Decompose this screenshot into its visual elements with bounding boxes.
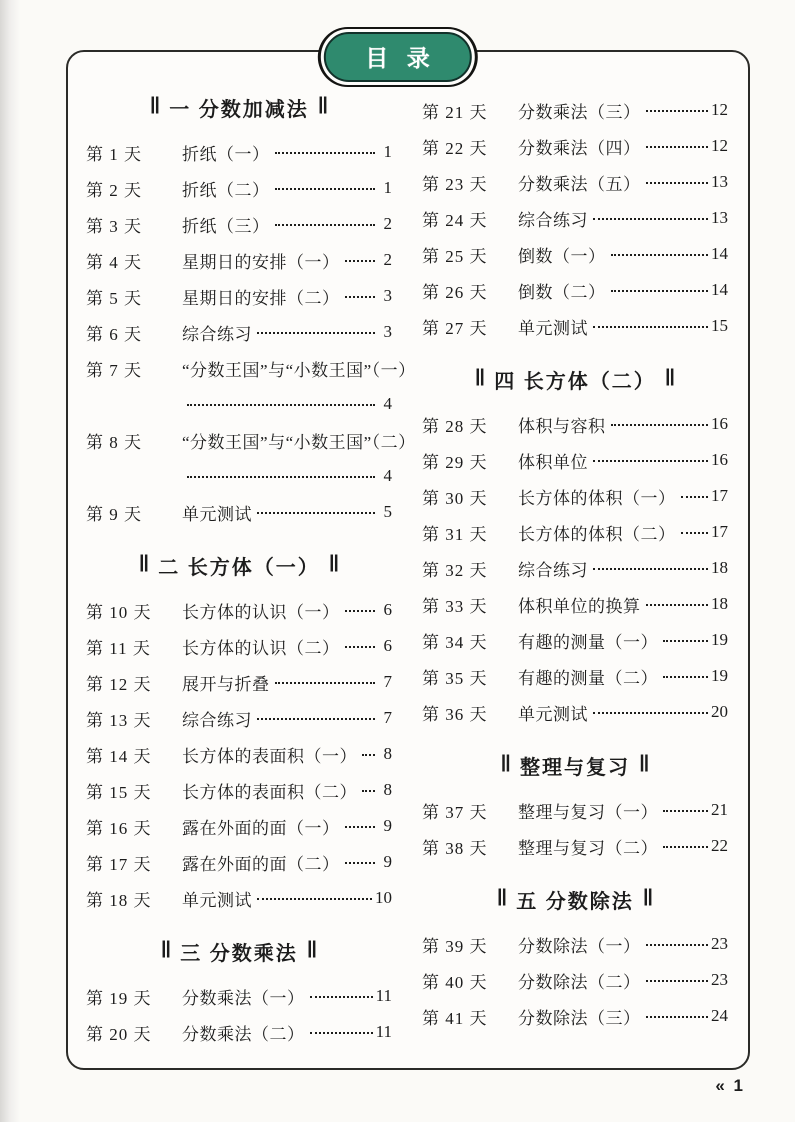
entry-title: 分数乘法（一）: [182, 988, 305, 1008]
toc-column: [86, 92, 416, 1054]
dotted-leader: [275, 188, 376, 190]
entry-day: 第 38 天: [422, 838, 488, 858]
entry-line: [86, 700, 392, 736]
section-marker-right-icon: ‖: [639, 751, 650, 778]
entry-title: 单元测试: [182, 504, 252, 524]
dotted-leader: [681, 532, 709, 534]
entry-title: 体积单位: [518, 452, 588, 472]
entry-title: 折纸（一）: [182, 144, 270, 164]
toc-entry: [86, 242, 392, 278]
entry-page-number: 11: [375, 1022, 392, 1041]
toc-entry: [422, 478, 728, 514]
section-title: 一 分数加减法: [169, 98, 309, 121]
entry-title: 单元测试: [518, 704, 588, 724]
dotted-leader: [345, 260, 376, 262]
section-heading: [86, 936, 392, 966]
entry-day: 第 27 天: [422, 318, 488, 338]
entry-line: [422, 92, 728, 128]
toc-entry: [86, 314, 392, 350]
entry-title: “分数王国”与“小数王国”（一）: [182, 360, 416, 380]
entry-day: 第 33 天: [422, 596, 488, 616]
entry-title: “分数王国”与“小数王国”（二）: [182, 432, 416, 452]
entry-line: [86, 1014, 392, 1050]
entry-day: 第 24 天: [422, 210, 488, 230]
entry-day: 第 3 天: [86, 216, 142, 236]
entry-title: 有趣的测量（一）: [518, 632, 658, 652]
entry-title: 单元测试: [518, 318, 588, 338]
section-marker-right-icon: ‖: [642, 885, 654, 912]
entry-page-number: 23: [711, 970, 728, 989]
entry-page-number: 12: [711, 100, 728, 119]
entry-line: [86, 170, 392, 206]
entry-title: 折纸（二）: [182, 180, 270, 200]
dotted-leader: [257, 332, 375, 334]
section-marker-left-icon: ‖: [500, 751, 511, 778]
entry-page-number: 19: [711, 630, 728, 649]
dotted-leader: [646, 944, 709, 946]
entry-line: [422, 998, 728, 1034]
entry-line: [422, 792, 728, 828]
section-marker-right-icon: ‖: [328, 551, 340, 578]
entry-day: 第 23 天: [422, 174, 488, 194]
entry-day: 第 26 天: [422, 282, 488, 302]
toc-entry: [422, 442, 728, 478]
toc-entry: [86, 422, 416, 494]
section-heading: [86, 550, 392, 580]
entry-line: [422, 478, 728, 514]
entry-page-number: 23: [711, 934, 728, 953]
toc-entry: [422, 998, 728, 1034]
entry-page-number: 1: [383, 178, 392, 197]
dotted-leader: [275, 224, 376, 226]
section-marker-right-icon: ‖: [664, 365, 676, 392]
entry-page-number: 6: [383, 636, 392, 655]
dotted-leader: [362, 754, 375, 756]
section-marker-right-icon: ‖: [306, 937, 318, 964]
entry-page-number: 14: [711, 280, 728, 299]
entry-page-number: 22: [711, 836, 728, 855]
entry-line: [422, 622, 728, 658]
entry-line-continued: [86, 386, 392, 422]
entry-title: 综合练习: [182, 710, 252, 730]
toc-entry: [86, 494, 392, 530]
entry-page-number: 17: [711, 522, 728, 541]
entry-line: [422, 550, 728, 586]
section-title: 二 长方体（一）: [158, 556, 320, 579]
entry-line: [86, 314, 392, 350]
entry-day: 第 21 天: [422, 102, 488, 122]
entry-day: 第 8 天: [86, 432, 142, 452]
toc-entry: [422, 694, 728, 730]
section-marker-left-icon: ‖: [160, 937, 172, 964]
entry-page-number: 13: [711, 172, 728, 191]
dotted-leader: [345, 862, 376, 864]
dotted-leader: [257, 512, 375, 514]
entry-line: [422, 828, 728, 864]
toc-entry: [86, 350, 416, 422]
page-frame: [66, 50, 750, 1070]
entry-page-number: 7: [383, 708, 392, 727]
entry-day: 第 22 天: [422, 138, 488, 158]
page-number: « 1: [715, 1076, 745, 1095]
entry-title: 综合练习: [518, 210, 588, 230]
toc-entry: [422, 586, 728, 622]
section-marker-left-icon: ‖: [138, 551, 150, 578]
section-heading: [86, 92, 392, 122]
section-title: 整理与复习: [520, 756, 630, 779]
toc-entry: [86, 772, 392, 808]
toc-entry: [86, 134, 392, 170]
entry-page-number: 16: [711, 450, 728, 469]
entry-day: 第 30 天: [422, 488, 488, 508]
dotted-leader: [257, 718, 375, 720]
section-marker-left-icon: ‖: [474, 365, 486, 392]
toc-entry: [86, 278, 392, 314]
entry-day: 第 4 天: [86, 252, 142, 272]
entry-title: 长方体的体积（二）: [518, 524, 676, 544]
entry-line: [86, 628, 392, 664]
entry-title: 体积与容积: [518, 416, 606, 436]
entry-day: 第 5 天: [86, 288, 142, 308]
entry-title: 星期日的安排（一）: [182, 252, 340, 272]
entry-line: [86, 422, 416, 458]
dotted-leader: [663, 676, 708, 678]
entry-line: [86, 772, 392, 808]
entry-day: 第 15 天: [86, 782, 152, 802]
dotted-leader: [275, 682, 376, 684]
entry-title: 整理与复习（二）: [518, 838, 658, 858]
dotted-leader: [663, 846, 708, 848]
entry-title: 长方体的认识（一）: [182, 602, 340, 622]
entry-day: 第 1 天: [86, 144, 142, 164]
entry-day: 第 12 天: [86, 674, 152, 694]
entry-page-number: 19: [711, 666, 728, 685]
entry-line: [86, 592, 392, 628]
entry-line: [422, 658, 728, 694]
entry-page-number: 18: [711, 594, 728, 613]
entry-title: 分数除法（二）: [518, 972, 641, 992]
entry-title: 倒数（二）: [518, 282, 606, 302]
entry-page-number: 8: [383, 780, 392, 799]
dotted-leader: [611, 290, 709, 292]
entry-title: 倒数（一）: [518, 246, 606, 266]
entry-title: 长方体的表面积（一）: [182, 746, 357, 766]
section-marker-left-icon: ‖: [496, 885, 508, 912]
entry-day: 第 10 天: [86, 602, 152, 622]
entry-page-number: 2: [383, 214, 392, 233]
toc-entry: [86, 1014, 392, 1050]
entry-page-number: 4: [383, 466, 392, 485]
dotted-leader: [646, 182, 709, 184]
dotted-leader: [310, 996, 373, 998]
entry-title: 分数除法（一）: [518, 936, 641, 956]
dotted-leader: [362, 790, 375, 792]
entry-day: 第 37 天: [422, 802, 488, 822]
toc-entry: [86, 664, 392, 700]
dotted-leader: [593, 460, 708, 462]
entry-line: [422, 406, 728, 442]
entry-title: 长方体的认识（二）: [182, 638, 340, 658]
dotted-leader: [345, 826, 376, 828]
entry-day: 第 36 天: [422, 704, 488, 724]
entry-page-number: 16: [711, 414, 728, 433]
section-marker-left-icon: ‖: [149, 93, 161, 120]
entry-day: 第 6 天: [86, 324, 142, 344]
entry-title: 折纸（三）: [182, 216, 270, 236]
entry-line: [422, 926, 728, 962]
dotted-leader: [681, 496, 709, 498]
entry-page-number: 5: [383, 502, 392, 521]
dotted-leader: [646, 146, 709, 148]
entry-title: 单元测试: [182, 890, 252, 910]
dotted-leader: [187, 476, 375, 478]
entry-line: [86, 278, 392, 314]
entry-page-number: 3: [383, 322, 392, 341]
toc-entry: [422, 926, 728, 962]
entry-line: [422, 236, 728, 272]
toc-entry: [86, 844, 392, 880]
section-title: 五 分数除法: [516, 890, 634, 913]
toc-entry: [422, 92, 728, 128]
entry-page-number: 17: [711, 486, 728, 505]
section-heading: [422, 884, 728, 914]
entry-line: [422, 586, 728, 622]
entry-day: 第 31 天: [422, 524, 488, 544]
entry-title: 星期日的安排（二）: [182, 288, 340, 308]
toc-columns: [86, 92, 728, 1054]
entry-day: 第 14 天: [86, 746, 152, 766]
entry-title: 分数乘法（三）: [518, 102, 641, 122]
entry-line: [422, 272, 728, 308]
entry-line: [86, 134, 392, 170]
entry-title: 体积单位的换算: [518, 596, 641, 616]
dotted-leader: [663, 810, 708, 812]
section-marker-right-icon: ‖: [317, 93, 329, 120]
entry-page-number: 15: [711, 316, 728, 335]
dotted-leader: [257, 898, 372, 900]
dotted-leader: [646, 980, 709, 982]
entry-line: [422, 128, 728, 164]
toc-column: [422, 92, 728, 1054]
toc-entry: [422, 308, 728, 344]
entry-page-number: 14: [711, 244, 728, 263]
entry-day: 第 7 天: [86, 360, 142, 380]
entry-title: 综合练习: [518, 560, 588, 580]
entry-day: 第 18 天: [86, 890, 152, 910]
toc-entry: [422, 164, 728, 200]
entry-line: [86, 808, 392, 844]
entry-day: 第 25 天: [422, 246, 488, 266]
entry-line: [422, 962, 728, 998]
entry-page-number: 4: [383, 394, 392, 413]
entry-day: 第 34 天: [422, 632, 488, 652]
entry-line: [86, 880, 392, 916]
dotted-leader: [646, 110, 709, 112]
entry-line: [422, 308, 728, 344]
entry-line: [86, 350, 416, 386]
entry-page-number: 13: [711, 208, 728, 227]
entry-line: [86, 664, 392, 700]
dotted-leader: [611, 424, 709, 426]
toc-entry: [422, 272, 728, 308]
toc-entry: [422, 128, 728, 164]
entry-title: 展开与折叠: [182, 674, 270, 694]
entry-line: [422, 694, 728, 730]
entry-day: 第 41 天: [422, 1008, 488, 1028]
toc-entry: [422, 658, 728, 694]
entry-day: 第 32 天: [422, 560, 488, 580]
toc-entry: [86, 736, 392, 772]
entry-day: 第 17 天: [86, 854, 152, 874]
dotted-leader: [275, 152, 376, 154]
entry-title: 分数乘法（五）: [518, 174, 641, 194]
dotted-leader: [646, 1016, 709, 1018]
entry-title: 分数除法（三）: [518, 1008, 641, 1028]
dotted-leader: [593, 326, 708, 328]
toc-entry: [422, 236, 728, 272]
entry-line: [86, 242, 392, 278]
toc-entry: [86, 592, 392, 628]
entry-page-number: 12: [711, 136, 728, 155]
entry-title: 长方体的体积（一）: [518, 488, 676, 508]
entry-line: [86, 206, 392, 242]
toc-entry: [86, 628, 392, 664]
toc-entry: [422, 828, 728, 864]
dotted-leader: [593, 712, 708, 714]
dotted-leader: [345, 646, 376, 648]
toc-entry: [422, 514, 728, 550]
entry-page-number: 7: [383, 672, 392, 691]
dotted-leader: [593, 218, 708, 220]
entry-day: 第 40 天: [422, 972, 488, 992]
entry-day: 第 19 天: [86, 988, 152, 1008]
dotted-leader: [187, 404, 375, 406]
section-heading: [422, 750, 728, 780]
dotted-leader: [345, 610, 376, 612]
toc-entry: [422, 622, 728, 658]
entry-line: [422, 514, 728, 550]
entry-page-number: 18: [711, 558, 728, 577]
toc-entry: [422, 792, 728, 828]
entry-title: 整理与复习（一）: [518, 802, 658, 822]
entry-page-number: 24: [711, 1006, 728, 1025]
toc-badge: [317, 27, 477, 87]
entry-title: 综合练习: [182, 324, 252, 344]
entry-day: 第 9 天: [86, 504, 142, 524]
entry-line: [86, 844, 392, 880]
entry-title: 分数乘法（二）: [182, 1024, 305, 1044]
toc-entry: [422, 200, 728, 236]
entry-line: [86, 978, 392, 1014]
section-title: 四 长方体（二）: [494, 370, 656, 393]
entry-page-number: 6: [383, 600, 392, 619]
entry-line: [422, 442, 728, 478]
entry-day: 第 28 天: [422, 416, 488, 436]
toc-entry: [86, 206, 392, 242]
badge-outline: [317, 27, 477, 87]
dotted-leader: [345, 296, 376, 298]
toc-entry: [86, 808, 392, 844]
entry-line: [86, 494, 392, 530]
entry-line: [422, 164, 728, 200]
entry-day: 第 35 天: [422, 668, 488, 688]
entry-page-number: 3: [383, 286, 392, 305]
dotted-leader: [646, 604, 709, 606]
entry-title: 长方体的表面积（二）: [182, 782, 357, 802]
entry-day: 第 16 天: [86, 818, 152, 838]
entry-page-number: 10: [375, 888, 392, 907]
entry-page-number: 20: [711, 702, 728, 721]
entry-title: 分数乘法（四）: [518, 138, 641, 158]
toc-entry: [422, 962, 728, 998]
entry-page-number: 21: [711, 800, 728, 819]
entry-day: 第 29 天: [422, 452, 488, 472]
entry-day: 第 13 天: [86, 710, 152, 730]
section-title: 三 分数乘法: [180, 942, 298, 965]
dotted-leader: [310, 1032, 373, 1034]
dotted-leader: [663, 640, 708, 642]
entry-line: [86, 736, 392, 772]
toc-entry: [422, 406, 728, 442]
entry-page-number: 9: [383, 852, 392, 871]
entry-page-number: 1: [383, 142, 392, 161]
entry-page-number: 11: [375, 986, 392, 1005]
toc-entry: [86, 978, 392, 1014]
toc-entry: [86, 700, 392, 736]
entry-title: 露在外面的面（二）: [182, 854, 340, 874]
toc-entry: [86, 170, 392, 206]
entry-day: 第 20 天: [86, 1024, 152, 1044]
toc-entry: [422, 550, 728, 586]
entry-day: 第 11 天: [86, 638, 151, 658]
entry-title: 有趣的测量（二）: [518, 668, 658, 688]
entry-page-number: 2: [383, 250, 392, 269]
entry-day: 第 39 天: [422, 936, 488, 956]
page-title: 目 录: [323, 32, 471, 82]
dotted-leader: [611, 254, 709, 256]
toc-entry: [86, 880, 392, 916]
entry-page-number: 9: [383, 816, 392, 835]
section-heading: [422, 364, 728, 394]
entry-day: 第 2 天: [86, 180, 142, 200]
entry-line-continued: [86, 458, 392, 494]
dotted-leader: [593, 568, 708, 570]
entry-title: 露在外面的面（一）: [182, 818, 340, 838]
entry-page-number: 8: [383, 744, 392, 763]
entry-line: [422, 200, 728, 236]
